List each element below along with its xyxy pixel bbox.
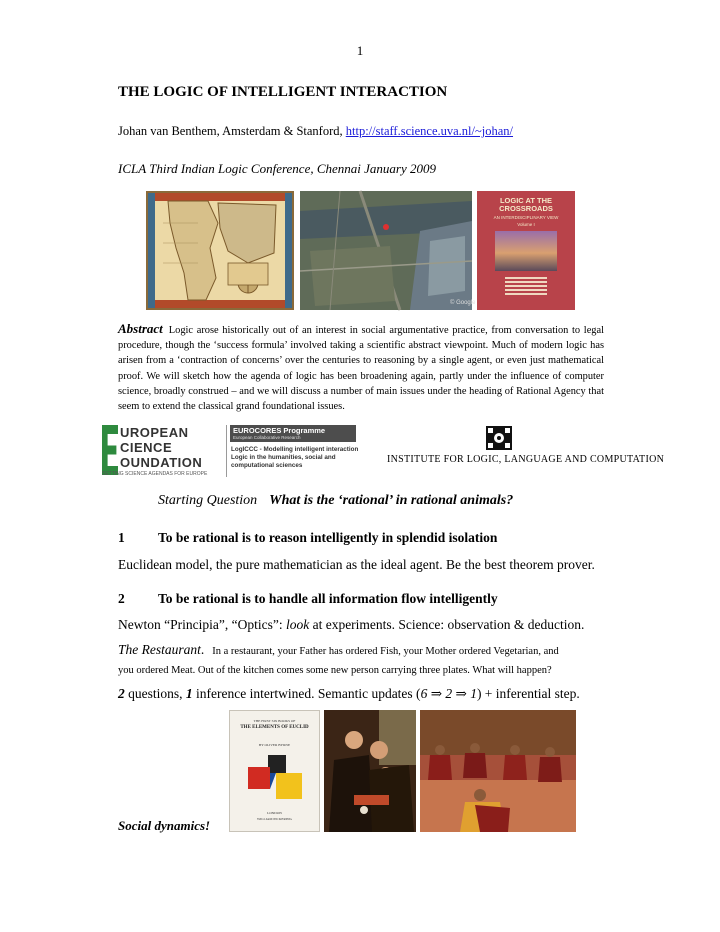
question-text: What is the ‘rational’ in rational animals? <box>269 493 514 508</box>
questions-text-1: questions, <box>124 686 186 701</box>
restaurant-label-period: . <box>200 642 205 657</box>
restaurant-line-2: you ordered Meat. Out of the kitchen comes some new person carrying three plates. What will happen? <box>118 665 552 676</box>
esf-e-letter <box>102 425 118 475</box>
book-cover-photo <box>495 231 557 271</box>
euclid-book-image <box>229 710 320 832</box>
eurocores-title: EUROCORES Programme <box>233 426 326 435</box>
restaurant-text-1: In a restaurant, your Father has ordered Fish, your Mother ordered Vegetarian, and <box>212 646 559 657</box>
update-two: 2 <box>445 686 453 701</box>
logiccc-text: LogICCC - Modelling intelligent interaction Logic in the humanities, social and computational sciences <box>231 446 359 469</box>
euclid-diagram <box>246 753 306 801</box>
abstract <box>118 321 604 414</box>
abstract-text: Logic arose historically out of an interest in social argumentative practice, from conversation to legal procedure, though the ‘success formula’ involved taking a scientific abstract viewpoint. Much of modern logic has arisen from a ‘contraction of concerns’ over the centuries to reasoning by a single agent, or even just mathematical proof. We will sketch how the agenda of logic has been broadening again, partly under the influence of computer science, broadly construed – and we will discuss a number of main issues under the heading of Rational Agency that seem to extend the classical grand foundational issues. <box>118 325 604 413</box>
monks-drawing <box>420 710 576 832</box>
illc-logo <box>486 426 512 450</box>
section-1-number: 1 <box>118 530 125 545</box>
section-1-title: To be rational is to reason intelligently in splendid isolation <box>158 530 498 545</box>
book-cover-text-block <box>505 277 547 297</box>
section-2-body-em: look <box>285 617 310 632</box>
author-text: Johan van Benthem, Amsterdam & Stanford, <box>118 124 346 138</box>
section-2-body-pre: Newton “Principia”, “Optics”: <box>118 617 286 632</box>
illc-name: INSTITUTE FOR LOGIC, LANGUAGE AND COMPUTATION <box>387 454 665 465</box>
section-1-heading <box>118 530 497 546</box>
update-arrow-2: ⇒ <box>452 686 471 701</box>
social-dynamics-caption: Social dynamics! <box>118 818 211 833</box>
section-1-body: Euclidean model, the pure mathematician as the ideal agent. Be the best theorem prover. <box>118 557 595 572</box>
esf-logo <box>102 425 222 477</box>
painting-drawing <box>324 710 416 832</box>
page-number: 1 <box>356 43 364 58</box>
section-2-title: To be rational is to handle all information flow intelligently <box>158 591 498 606</box>
euclid-line-4: LONDON <box>267 811 282 815</box>
book-cover-image <box>477 191 575 310</box>
section-2-body-post: at experiments. Science: observation & deduction. <box>309 617 585 632</box>
restaurant-label: The Restaurant <box>118 642 201 657</box>
monks-debate-image <box>420 710 576 832</box>
illc-emblem-icon <box>486 426 512 450</box>
author-line <box>118 124 513 139</box>
questions-text-2: inference intertwined. Semantic updates ( <box>192 686 421 701</box>
aerial-amsterdam-image <box>300 191 476 310</box>
questions-text-3: ) + inferential step. <box>476 686 580 701</box>
questions-inference-line <box>118 686 580 702</box>
euclid-line-2: THE ELEMENTS OF EUCLID <box>240 725 309 730</box>
question-label: Starting Question <box>158 493 258 508</box>
book-title: LOGIC AT THE CROSSROADS <box>499 196 553 213</box>
update-one: 1 <box>470 686 477 701</box>
esf-line-3: OUNDATION <box>120 455 203 470</box>
old-map-drawing <box>148 193 292 308</box>
conference-line: ICLA Third Indian Logic Conference, Chennai January 2009 <box>118 161 436 176</box>
update-arrow-1: ⇒ <box>427 686 446 701</box>
aerial-drawing <box>300 191 476 310</box>
book-subtitle: AN INTERDISCIPLINARY VIEW <box>493 215 559 220</box>
old-map-image <box>146 191 294 310</box>
section-2-number: 2 <box>118 591 125 606</box>
eurocores-banner <box>230 425 356 442</box>
euclid-line-5: WILLIAM PICKERING <box>256 817 293 821</box>
aerial-credit: © Google <box>450 300 476 306</box>
page-title: THE LOGIC OF INTELLIGENT INTERACTION <box>118 84 448 100</box>
esf-line-2: CIENCE <box>120 440 173 455</box>
section-2-body <box>118 617 584 633</box>
inference-count: 1 <box>185 686 193 701</box>
abstract-label: Abstract <box>118 321 163 336</box>
questions-count: 2 <box>118 686 125 701</box>
restaurant-line-1 <box>118 642 559 658</box>
book-volume: Volume I <box>517 222 535 227</box>
euclid-line-1: THE FIRST SIX BOOKS OF <box>253 719 296 723</box>
esf-tagline: SETTING SCIENCE AGENDAS FOR EUROPE <box>102 471 208 477</box>
author-homepage-link[interactable]: http://staff.science.uva.nl/~johan/ <box>345 124 514 138</box>
update-six: 6 <box>420 686 428 701</box>
esf-line-1: UROPEAN <box>120 425 189 440</box>
eurocores-subtitle: European Collaborative Research <box>233 435 301 440</box>
starting-question <box>158 493 513 509</box>
rubens-painting-image <box>324 710 416 832</box>
euclid-line-3: BY OLIVER BYRNE <box>258 743 291 747</box>
logos-divider <box>226 425 227 477</box>
section-2-heading <box>118 591 498 607</box>
